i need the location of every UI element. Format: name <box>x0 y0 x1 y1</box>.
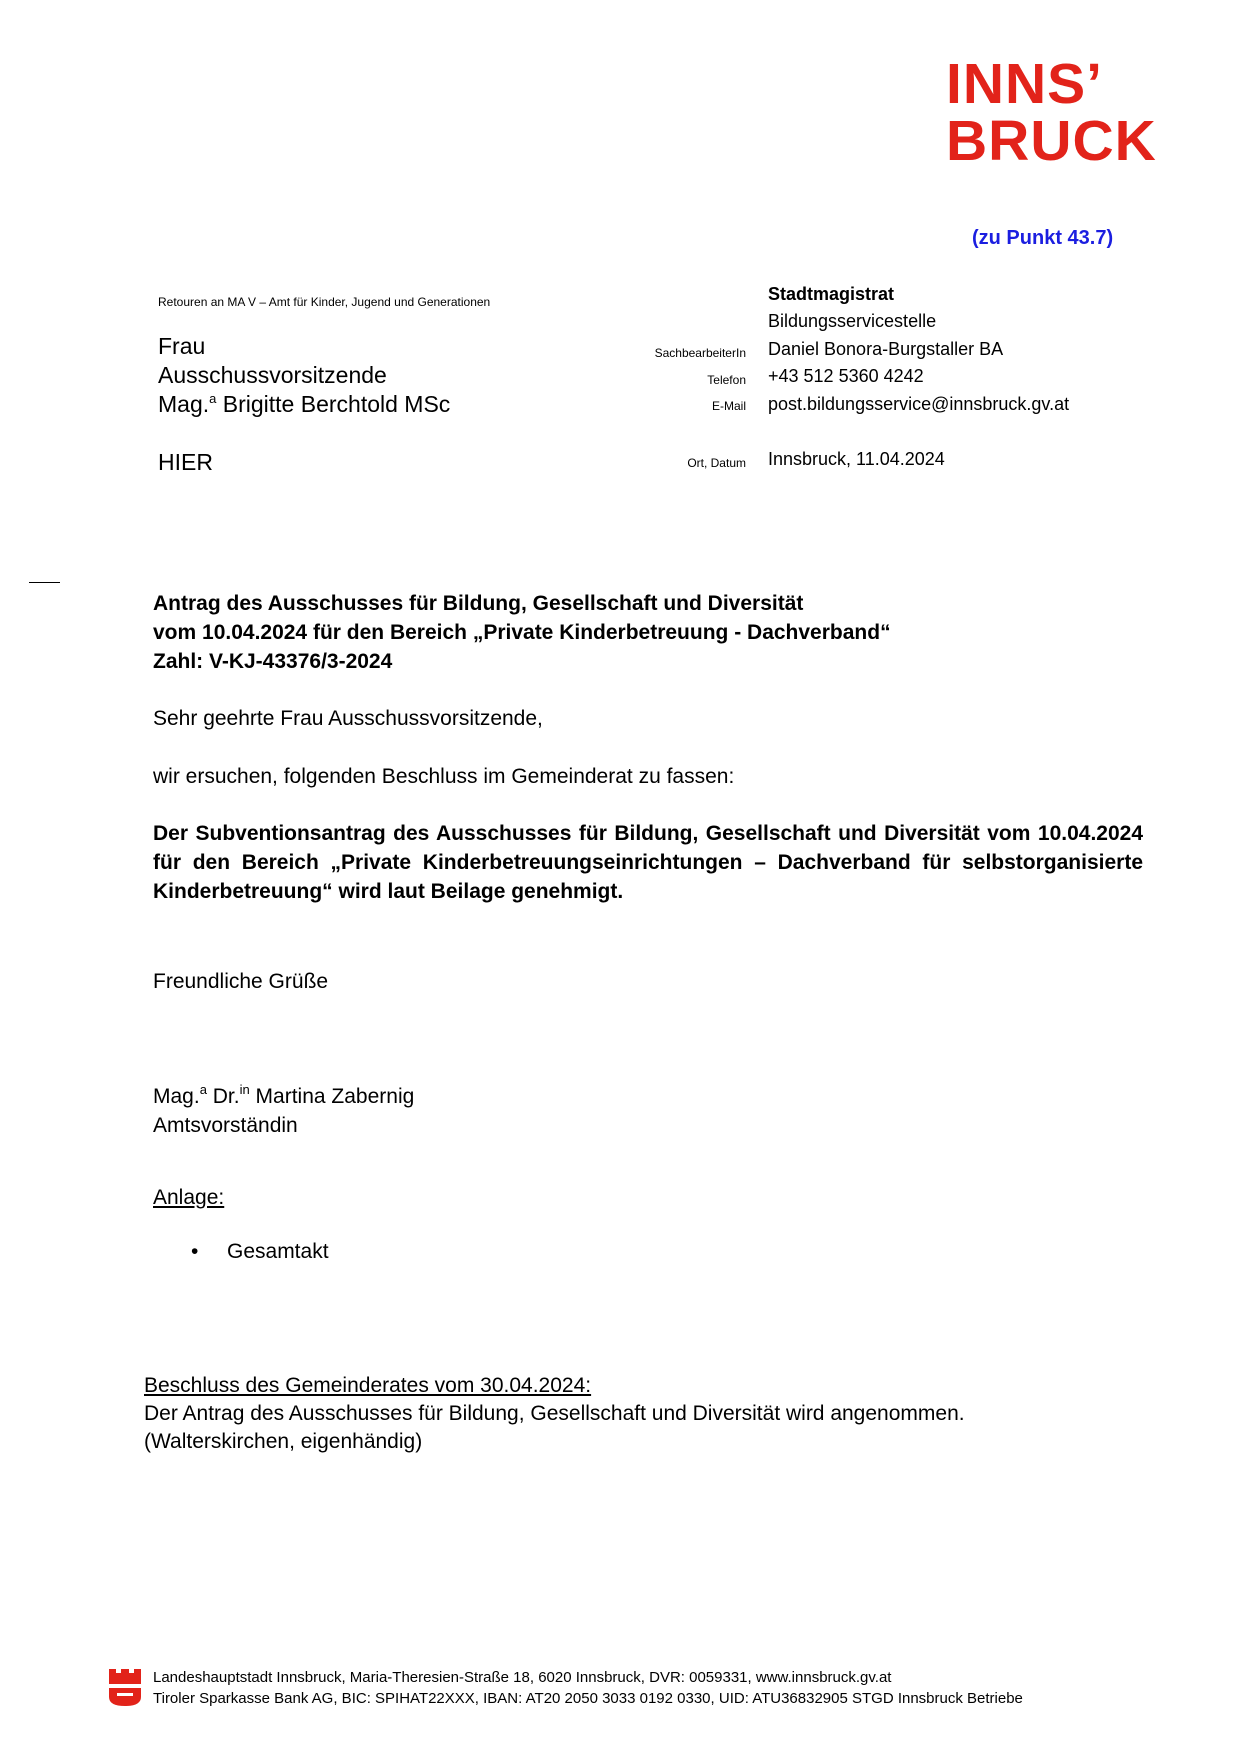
recipient-role: Ausschussvorsitzende <box>158 362 387 388</box>
return-address: Retouren an MA V – Amt für Kinder, Jugend und Generationen <box>158 295 491 309</box>
place-date-label: Ort, Datum <box>687 456 746 470</box>
request-text: wir ersuchen, folgenden Beschluss im Gemeinderat zu fassen: <box>153 765 735 788</box>
signatory-name: Martina Zabernig <box>249 1085 415 1108</box>
sender-department: Bildungsservicestelle <box>768 311 937 331</box>
subject-block <box>153 589 891 676</box>
email-label: E-Mail <box>711 399 746 413</box>
innsbruck-logo <box>946 52 1186 173</box>
signatory-title-1-sup: a <box>199 1082 207 1097</box>
attachment-item: Gesamtakt <box>227 1240 329 1263</box>
council-decision-heading: Beschluss des Gemeinderates vom 30.04.2024: <box>144 1374 592 1397</box>
footer <box>153 1667 1023 1709</box>
greeting: Sehr geehrte Frau Ausschussvorsitzende, <box>153 707 543 730</box>
recipient-name: Brigitte Berchtold MSc <box>216 391 451 417</box>
signature-block <box>153 1082 414 1140</box>
bullet-icon: • <box>191 1240 199 1263</box>
subject-line-2: vom 10.04.2024 für den Bereich „Private Kinderbetreuung - Dachverband“ <box>153 621 891 644</box>
signatory-name-line <box>153 1082 414 1111</box>
logo-line-1: INNS’ <box>946 52 1104 116</box>
agenda-reference: (zu Punkt 43.7) <box>972 227 1114 249</box>
clerk-label: SachbearbeiterIn <box>654 346 746 360</box>
sender-place-date: Innsbruck, 11.04.2024 <box>768 449 945 469</box>
council-decision-text: Der Antrag des Ausschusses für Bildung, Gesellschaft und Diversität wird angenommen. <box>144 1402 965 1425</box>
attachments-label: Anlage: <box>153 1186 225 1209</box>
council-decision-note: (Walterskirchen, eigenhändig) <box>144 1430 423 1453</box>
sender-email: post.bildungsservice@innsbruck.gv.at <box>768 394 1070 414</box>
fold-mark <box>29 582 60 583</box>
recipient-salutation: Frau <box>158 333 206 359</box>
sender-office: Stadtmagistrat <box>768 284 895 304</box>
signatory-position: Amtsvorständin <box>153 1114 298 1137</box>
subject-line-1: Antrag des Ausschusses für Bildung, Gesellschaft und Diversität <box>153 592 804 615</box>
footer-line-2: Tiroler Sparkasse Bank AG, BIC: SPIHAT22XXX, IBAN: AT20 2050 3033 0192 0330, UID: ATU36832905 STGD Innsbruck Betriebe <box>153 1690 1023 1707</box>
phone-label: Telefon <box>707 373 746 387</box>
signatory-title-2-sup: in <box>239 1082 250 1097</box>
recipient-title-sup: a <box>209 391 217 406</box>
recipient-name-line <box>158 390 450 419</box>
sender-phone: +43 512 5360 4242 <box>768 366 924 386</box>
recipient-address <box>158 332 450 419</box>
council-decision <box>144 1372 965 1456</box>
city-crest-icon <box>108 1667 142 1707</box>
signatory-title-2: Dr. <box>206 1085 240 1108</box>
recipient-location: HIER <box>158 449 213 475</box>
footer-line-1: Landeshauptstadt Innsbruck, Maria-Theresien-Straße 18, 6020 Innsbruck, DVR: 0059331, www.innsbruck.gv.at <box>153 1669 892 1686</box>
decision-text: Der Subventionsantrag des Ausschusses für Bildung, Gesellschaft und Diversität vom 10.04.2024 für den Bereich „Private Kinderbetreuungseinrichtungen – Dachverband für selbstorganisierte Kinderbetreuung“ wird laut Beilage genehmigt. <box>153 822 1143 903</box>
sender-clerk: Daniel Bonora-Burgstaller BA <box>768 339 1004 359</box>
closing: Freundliche Grüße <box>153 970 329 993</box>
subject-line-3: Zahl: V-KJ-43376/3-2024 <box>153 650 393 673</box>
signatory-title-1: Mag. <box>153 1085 200 1108</box>
logo-line-2: BRUCK <box>946 109 1157 173</box>
recipient-title: Mag. <box>158 391 210 417</box>
